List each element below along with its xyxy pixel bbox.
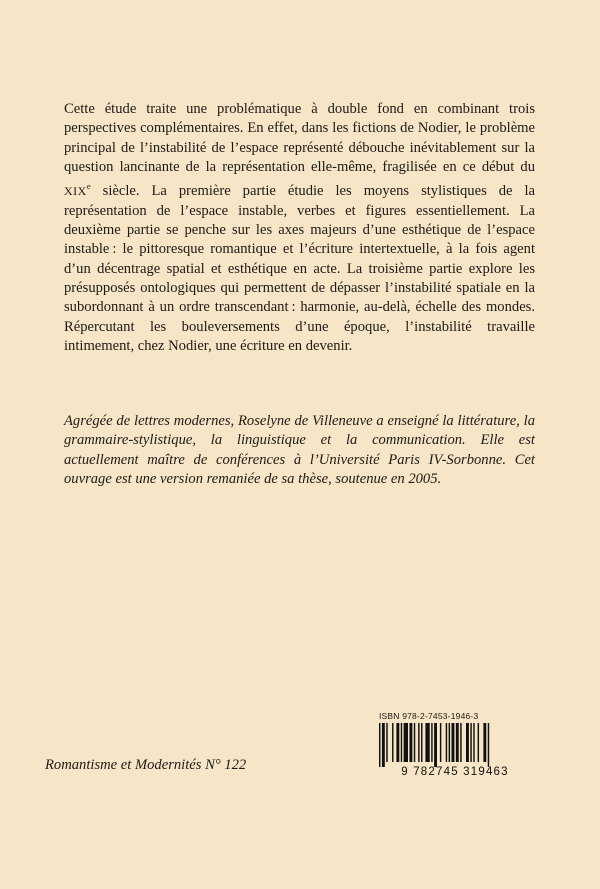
century-numeral: XIX xyxy=(64,184,87,199)
author-bio: Agrégée de lettres modernes, Roselyne de Villeneuve a enseigné la littérature, la grammaire-stylistique, la linguistique et la communication. Elle est actuellement maître de conférences à l’Université Paris IV-Sorbonne. Cet ouvrage est une version remaniée de sa thèse, soutenue en 2005. xyxy=(64,413,535,488)
book-summary xyxy=(64,100,535,356)
barcode-image xyxy=(367,723,543,777)
isbn-label: ISBN 978-2-7453-1946-3 xyxy=(379,711,479,721)
century-superscript: e xyxy=(86,181,91,192)
summary-part-2: siècle. La première partie étudie les moyens stylistiques de la représentation de l’espace instable, verbes et figures essentiellement. La deuxième partie se penche sur les axes majeurs d’une esthétique de l’espace instable : le pittoresque romantique et l’écriture intertextuelle, à la fois agent d’un décentrage spatial et esthétique en acte. La troisième partie explore les présupposés ontologiques qui permettent de dépasser l’instabilité spatiale en la subordonnant à un ordre transcendant : harmonie, au-delà, échelle des mondes. Répercutant les bouleversements d’une époque, l’instabilité travaille intimement, chez Nodier, une écriture en devenir. xyxy=(64,183,535,354)
isbn-barcode-block xyxy=(367,711,543,775)
summary-part-1: Cette étude traite une problématique à double fond en combinant trois perspectives complémentaires. En effet, dans les fictions de Nodier, le problème principal de l’instabilité de l’espace représenté débouche inévitablement sur la question lancinante de la représentation elle-même, fragilisée en ce début du xyxy=(64,101,535,176)
barcode-digits: 9 782745 319463 xyxy=(401,766,509,777)
series-title: Romantisme et Modernités N° 122 xyxy=(45,757,247,773)
